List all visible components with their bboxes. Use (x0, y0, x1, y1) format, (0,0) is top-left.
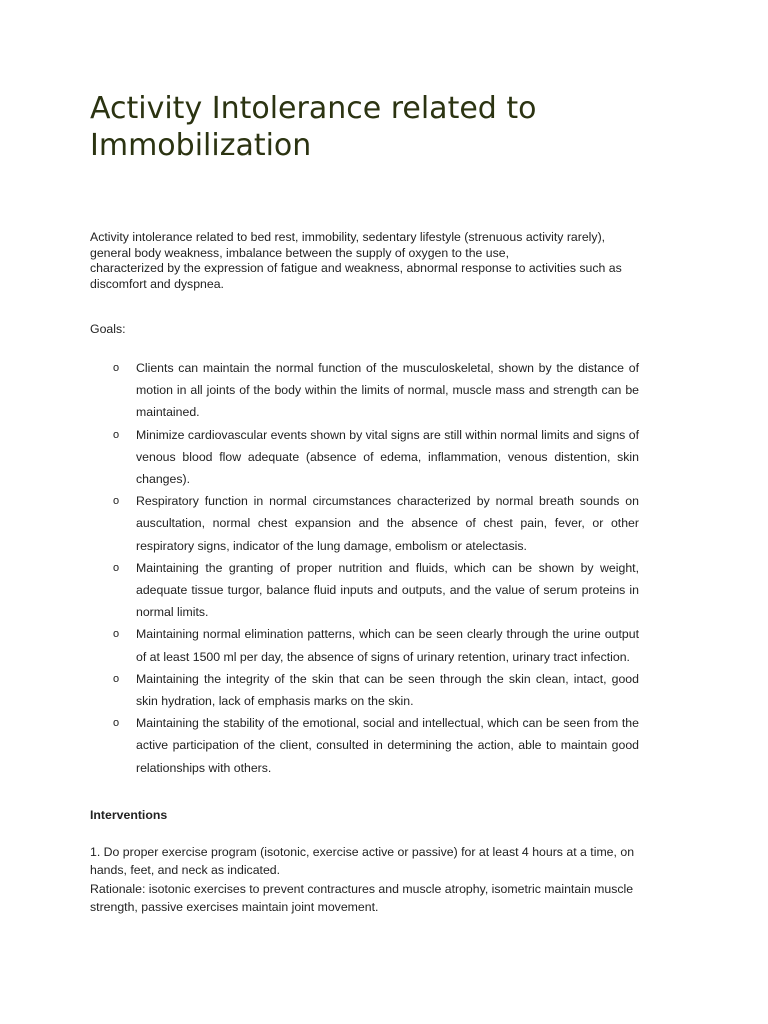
goals-label: Goals: (90, 322, 126, 336)
goal-item (0, 557, 639, 624)
intervention-line: 1. Do proper exercise program (isotonic, exercise active or passive) for at least 4 hours at a time, on (90, 845, 635, 859)
goal-item (0, 623, 639, 667)
goal-text: Maintaining the integrity of the skin that can be seen through the skin clean, intact, good skin hydration, lack of emphasis marks on the skin. (136, 671, 639, 709)
goal-text: Maintaining normal elimination patterns, which can be seen clearly through the urine output of at least 1500 ml per day, the absence of signs of urinary retention, urinary tract infection. (136, 627, 639, 664)
bullet-circle-icon: o (113, 561, 120, 574)
rationale-line: strength, passive exercises maintain joint movement. (90, 900, 379, 915)
intro-line: Activity intolerance related to bed rest, immobility, sedentary lifestyle (strenuous activity rarely), (90, 230, 606, 244)
goal-item (0, 357, 639, 424)
rationale-line: Rationale: isotonic exercises to prevent contractures and muscle atrophy, isometric maintain muscle (90, 881, 634, 896)
goal-text: Maintaining the stability of the emotional, social and intellectual, which can be seen from the active participation of the client, consulted in determining the action, able to maintain good relationships with others. (136, 716, 639, 775)
intervention-paragraph (90, 843, 690, 917)
goal-text: Maintaining the granting of proper nutrition and fluids, which can be shown by weight, adequate tissue turgor, balance fluid inputs and outputs, and the value of serum proteins in normal limits. (136, 560, 639, 620)
goal-text: Respiratory function in normal circumstances characterized by normal breath sounds on auscultation, normal chest expansion and the absence of chest pain, fever, or other respiratory signs, indicator of the lung damage, embolism or atelectasis. (136, 494, 639, 553)
bullet-circle-icon: o (113, 495, 120, 508)
goal-item (0, 490, 639, 557)
bullet-circle-icon: o (113, 628, 120, 641)
bullet-circle-icon: o (113, 717, 120, 730)
intro-line: discomfort and dyspnea. (90, 276, 224, 291)
bullet-circle-icon: o (113, 428, 120, 441)
intro-paragraph (90, 230, 690, 292)
page-title: Activity Intolerance related to Immobilization (90, 91, 537, 163)
goal-item (0, 424, 639, 491)
intro-line: characterized by the expression of fatigue and weakness, abnormal response to activities such as (90, 261, 622, 275)
intervention-line: hands, feet, and neck as indicated. (90, 863, 281, 878)
goal-item (0, 668, 639, 712)
bullet-circle-icon: o (113, 672, 120, 685)
goal-item (0, 712, 639, 779)
intro-line: general body weakness, imbalance between the supply of oxygen to the use, (90, 245, 510, 260)
goal-text: Minimize cardiovascular events shown by vital signs are still within normal limits and signs of venous blood flow adequate (absence of edema, inflammation, venous distention, skin changes). (136, 427, 640, 487)
interventions-heading: Interventions (90, 808, 168, 822)
goals-list (0, 357, 768, 779)
goal-text: Clients can maintain the normal function of the musculoskeletal, shown by the distance of motion in all joints of the body within the limits of normal, muscle mass and strength can be maintained. (136, 361, 639, 420)
bullet-circle-icon: o (113, 362, 120, 374)
